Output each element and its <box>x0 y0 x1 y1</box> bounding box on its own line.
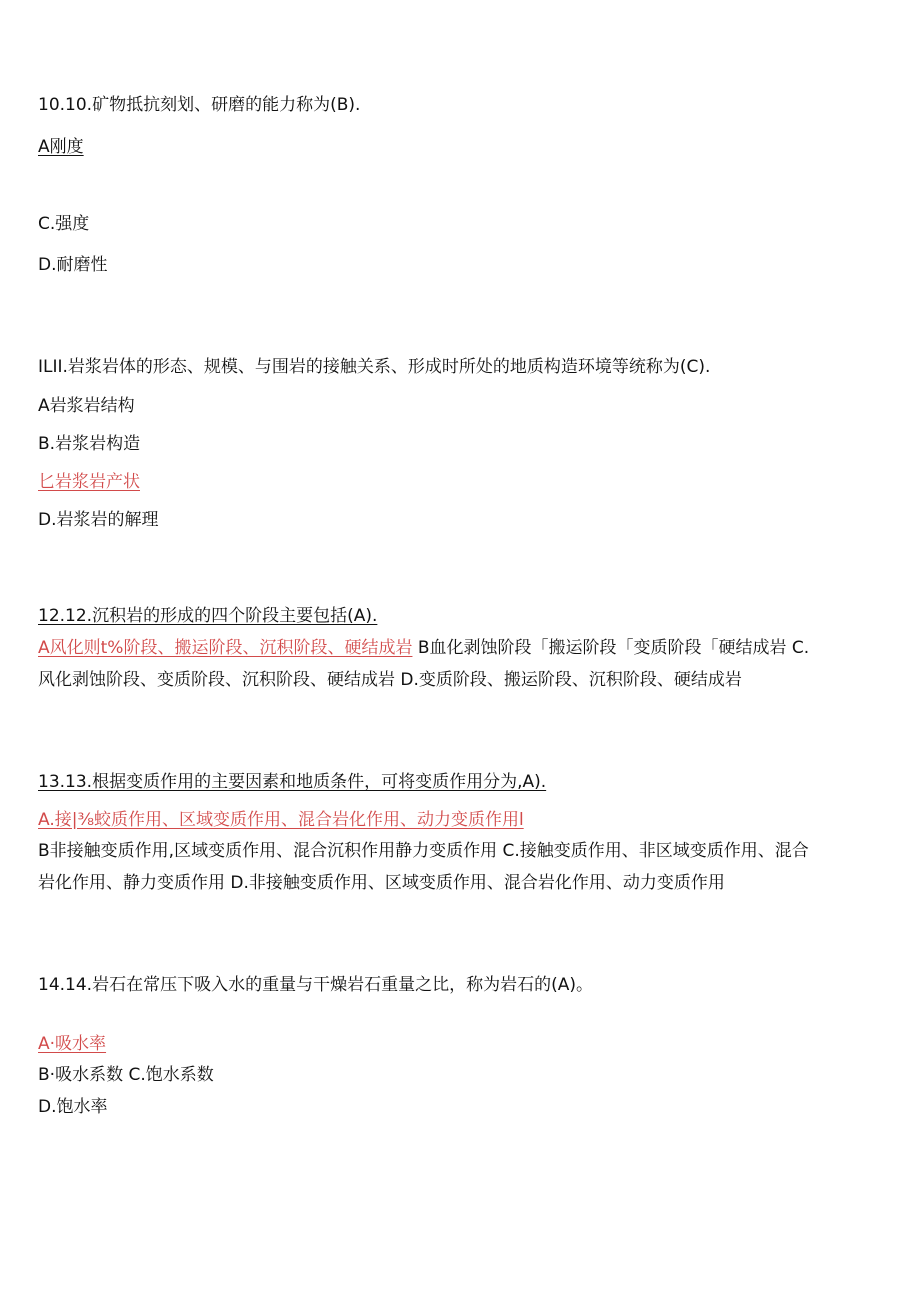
q12-options-line1 <box>38 637 809 659</box>
q11-option-d: D.岩浆岩的解理 <box>38 510 159 530</box>
q11-stem: ILII.岩浆岩体的形态、规模、与围岩的接触关系、形成时所处的地质构造环境等统称为(C). <box>38 357 711 377</box>
q13-stem: 13.13.根据变质作用的主要因素和地质条件，可将变质作用分为,A). <box>38 772 547 792</box>
q12-option-b-c: B血化剥蚀阶段「搬运阶段「变质阶段「硬结成岩 C. <box>412 638 810 658</box>
q11-option-a: A岩浆岩结构 <box>38 396 135 416</box>
q13-options-line2: B非接触变质作用,区域变质作用、混合沉积作用静力变质作用 C.接触变质作用、非区域变质作用、混合 <box>38 841 809 861</box>
q10-option-a: A刚度 <box>38 137 84 157</box>
q11-option-c-answer: 匕岩浆岩产状 <box>38 472 140 492</box>
q14-stem: 14.14.岩石在常压下吸入水的重量与干燥岩石重量之比，称为岩石的(A)。 <box>38 975 593 995</box>
q14-option-a-answer: A·吸水率 <box>38 1034 107 1054</box>
q10-option-d: D.耐磨性 <box>38 255 108 275</box>
q12-option-a-answer: A风化则t%阶段、搬运阶段、沉积阶段、硬结成岩 <box>38 638 413 658</box>
q10-stem: 10.10.矿物抵抗刻划、研磨的能力称为(B). <box>38 95 361 115</box>
q13-options-line3: 岩化作用、静力变质作用 D.非接触变质作用、区域变质作用、混合岩化作用、动力变质作用 <box>38 873 725 893</box>
q12-options-line2: 风化剥蚀阶段、变质阶段、沉积阶段、硬结成岩 D.变质阶段、搬运阶段、沉积阶段、硬结成岩 <box>38 670 742 690</box>
q12-stem: 12.12.沉积岩的形成的四个阶段主要包括(A). <box>38 606 378 626</box>
q10-option-c: C.强度 <box>38 214 90 234</box>
q13-option-a-answer: A.接|⅜蛟质作用、区域变质作用、混合岩化作用、动力变质作用l <box>38 810 524 830</box>
q11-option-b: B.岩浆岩构造 <box>38 434 141 454</box>
q14-options-line2: B·吸水系数 C.饱水系数 <box>38 1065 214 1085</box>
q14-options-line3: D.饱水率 <box>38 1097 108 1117</box>
